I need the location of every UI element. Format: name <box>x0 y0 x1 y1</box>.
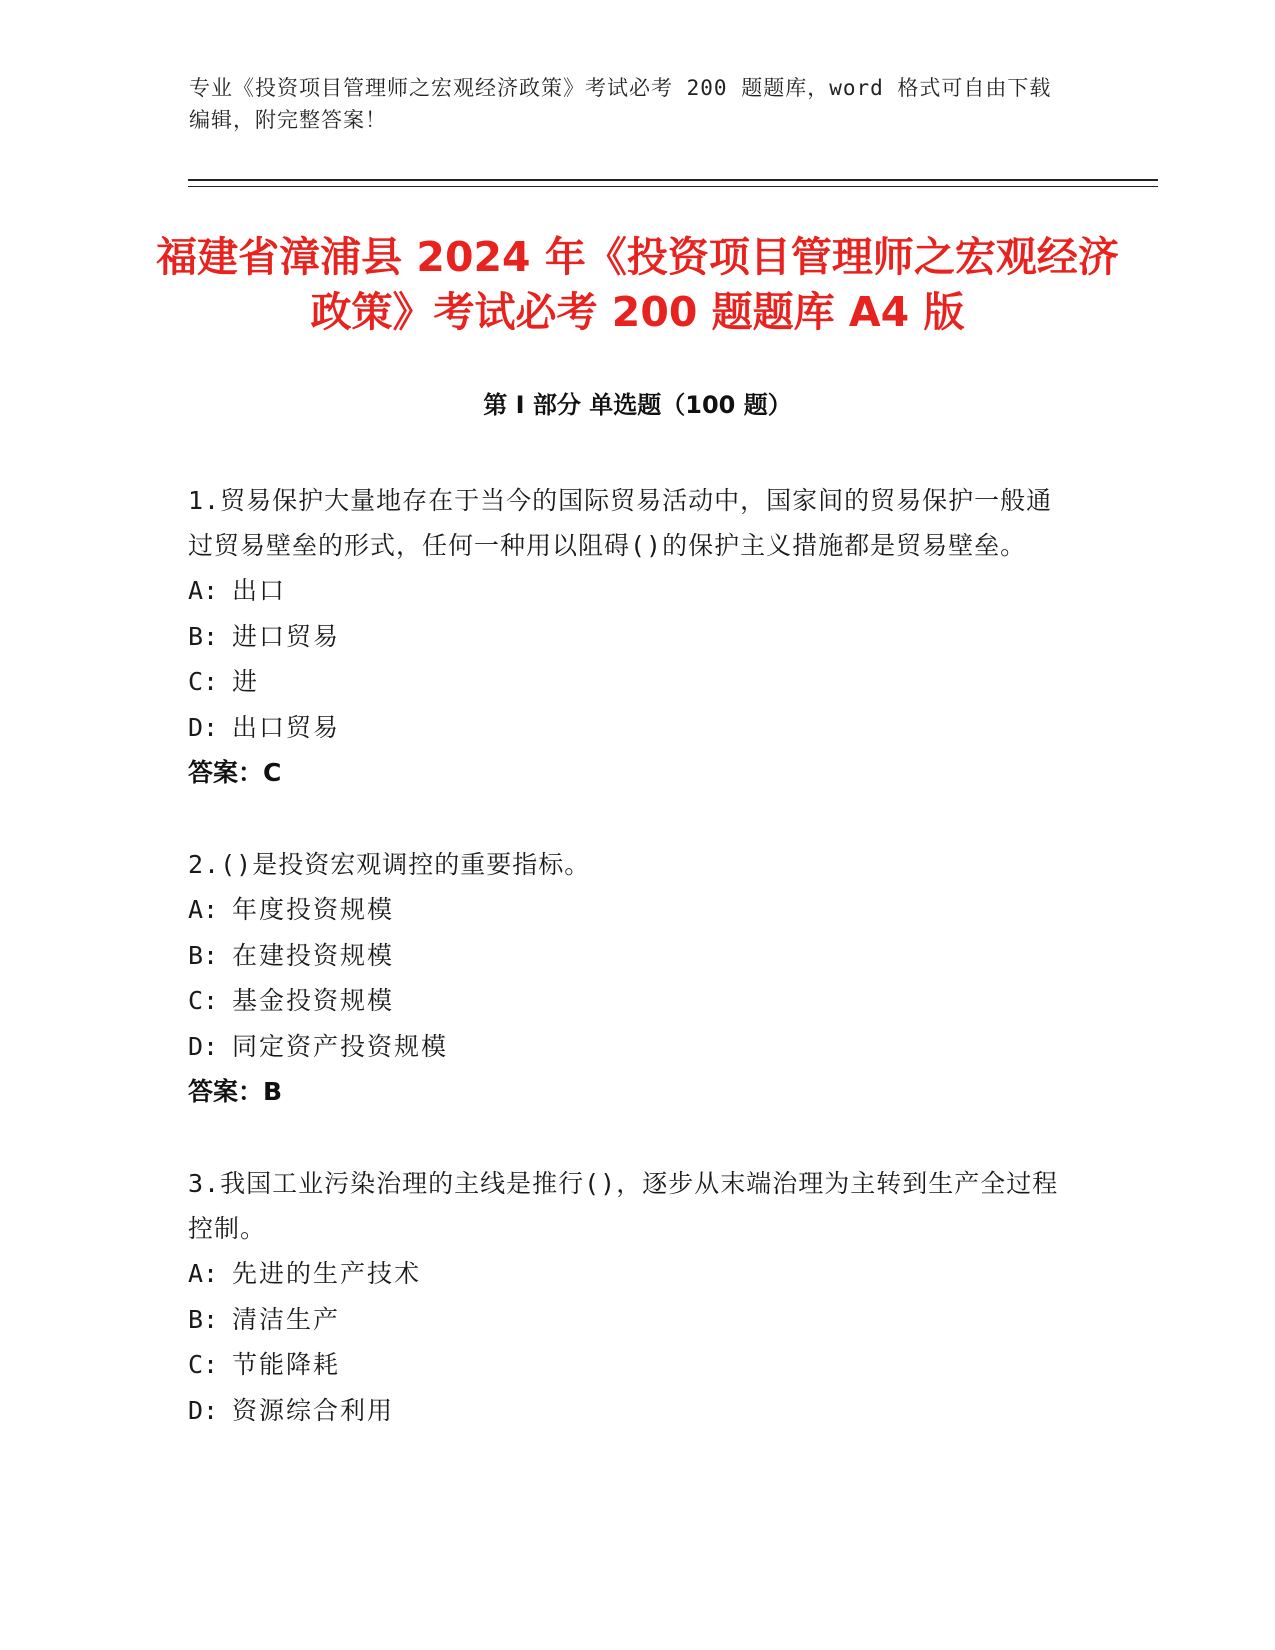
answer: 答案：C <box>188 758 282 787</box>
option-letter: A: <box>188 576 219 605</box>
option-a <box>188 1251 1068 1297</box>
question-stem: 3.我国工业污染治理的主线是推行()，逐步从末端治理为主转到生产全过程控制。 <box>188 1169 1059 1243</box>
option-letter: A: <box>188 895 219 924</box>
option-letter: C: <box>188 1350 219 1379</box>
question-2 <box>188 842 1068 1115</box>
header-rule-thin <box>188 186 1158 187</box>
option-text: 节能降耗 <box>232 1350 341 1379</box>
option-text: 年度投资规模 <box>232 895 395 924</box>
section-title: 第 I 部分 单选题（100 题） <box>483 391 792 419</box>
option-text: 进口贸易 <box>232 621 341 651</box>
header-note: 专业《投资项目管理师之宏观经济政策》考试必考 200 题题库，word 格式可自由下载编辑，附完整答案！ <box>189 76 1052 132</box>
option-b <box>188 614 1068 660</box>
option-b <box>188 1297 1068 1343</box>
option-a <box>188 887 1068 933</box>
option-letter: B: <box>188 940 219 970</box>
option-letter: D: <box>188 1395 219 1425</box>
option-letter: D: <box>188 1031 219 1061</box>
option-text: 清洁生产 <box>232 1304 341 1334</box>
option-text: 先进的生产技术 <box>232 1259 422 1288</box>
option-letter: B: <box>188 621 219 651</box>
question-stem: 2.()是投资宏观调控的重要指标。 <box>188 850 591 879</box>
option-c <box>188 1342 1068 1388</box>
option-letter: B: <box>188 1304 219 1334</box>
question-list <box>188 478 1068 1479</box>
option-text: 出口 <box>232 576 287 605</box>
option-text: 在建投资规模 <box>232 940 395 970</box>
header-rule-thick <box>188 179 1158 181</box>
answer: 答案：B <box>188 1077 283 1106</box>
option-text: 同定资产投资规模 <box>232 1031 449 1061</box>
option-letter: C: <box>188 667 219 696</box>
option-text: 出口贸易 <box>232 712 341 742</box>
option-a <box>188 568 1068 614</box>
option-c <box>188 978 1068 1024</box>
option-letter: C: <box>188 986 219 1015</box>
question-stem: 1.贸易保护大量地存在于当今的国际贸易活动中，国家间的贸易保护一般通过贸易壁垒的形式，任何一种用以阻碍()的保护主义措施都是贸易壁垒。 <box>188 486 1053 560</box>
document-title: 福建省漳浦县 2024 年《投资项目管理师之宏观经济政策》考试必考 200 题题库 A4 版 <box>156 233 1119 336</box>
option-c <box>188 659 1068 705</box>
option-d <box>188 705 1068 751</box>
option-text: 基金投资规模 <box>232 986 395 1015</box>
option-d <box>188 1388 1068 1434</box>
question-3 <box>188 1161 1068 1433</box>
option-text: 资源综合利用 <box>232 1395 395 1425</box>
option-b <box>188 933 1068 979</box>
option-letter: D: <box>188 712 219 742</box>
question-1 <box>188 478 1068 796</box>
option-d <box>188 1024 1068 1070</box>
option-text: 进 <box>232 667 260 696</box>
option-letter: A: <box>188 1259 219 1288</box>
